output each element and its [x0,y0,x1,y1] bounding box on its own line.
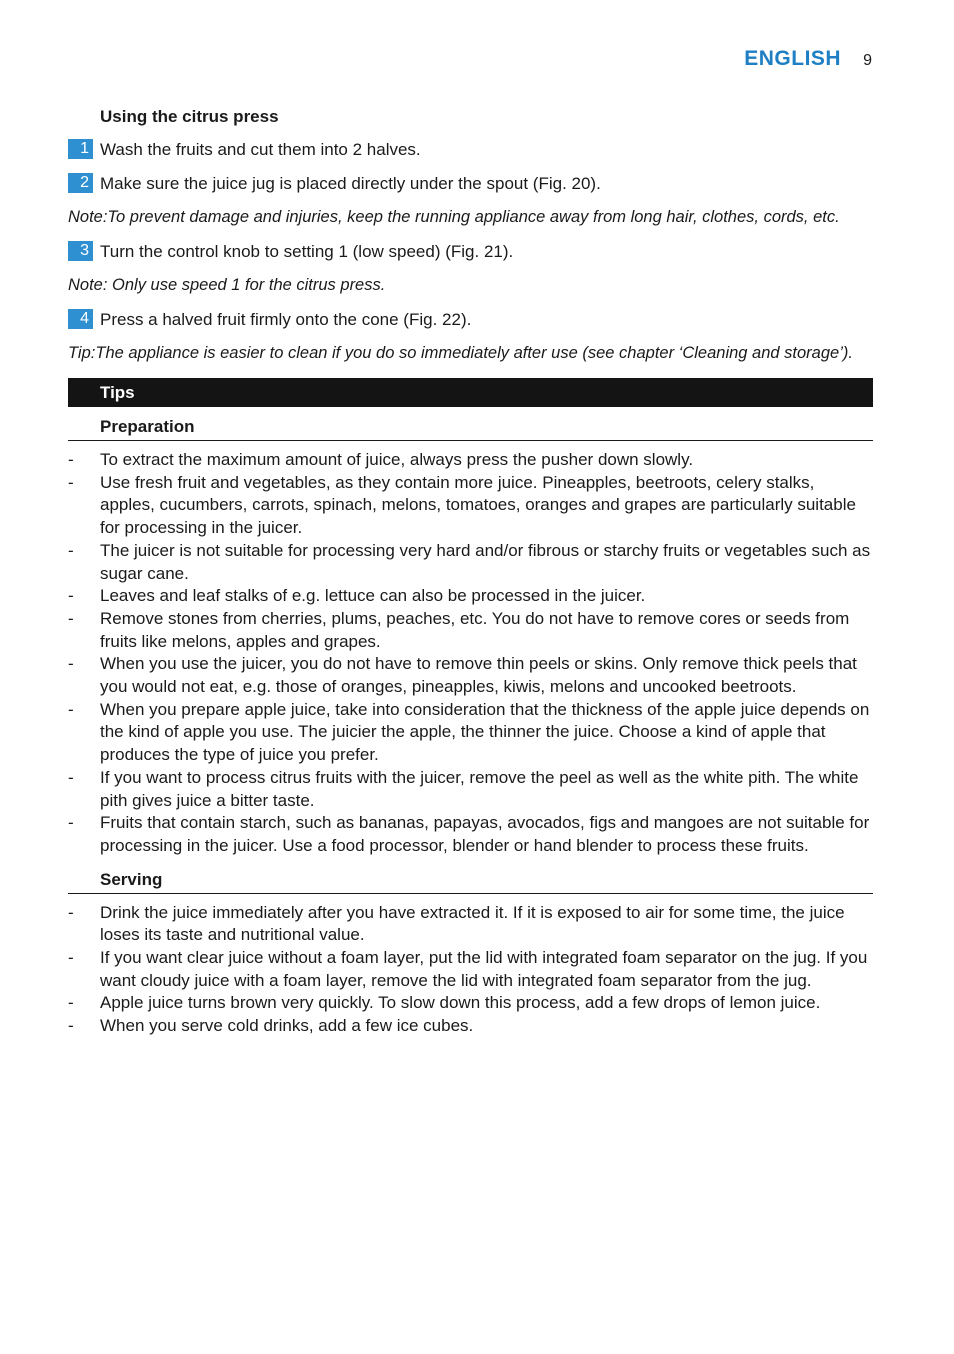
note-speed: Note: Only use speed 1 for the citrus press. [68,276,386,294]
language-label: ENGLISH [744,47,842,70]
note-safety: Note:To prevent damage and injuries, keep the running appliance away from long hair, clothes, cords, etc. [68,208,840,226]
list-item: - Leaves and leaf stalks of e.g. lettuce can also be processed in the juicer. [68,586,646,606]
list-item: - Remove stones from cherries, plums, peaches, etc. You do not have to remove cores or seeds from fruits like melons, apples and grapes. [68,608,850,651]
page-content [68,105,873,1038]
step-number: 3 [68,241,93,261]
tip-cleaning: Tip:The appliance is easier to clean if you do so immediately after use (see chapter ‘Cleaning and storage’). [68,344,853,362]
step-3 [68,240,873,263]
step-4 [68,308,873,331]
page-header [744,47,872,71]
list-item: - Use fresh fruit and vegetables, as they contain more juice. Pineapples, beetroots, celery stalks, apples, cucumbers, carrots, spinach, melons, tomatoes, oranges and grapes are particularly suitable for processing in the juicer. [68,472,856,538]
list-item: - The juicer is not suitable for processing very hard and/or fibrous or starchy fruits or vegetables such as sugar cane. [68,540,871,583]
serving-heading: Serving [68,860,873,894]
list-item: - When you prepare apple juice, take into consideration that the thickness of the apple juice depends on the kind of apple you use. The juicier the apple, the thinner the juice. Choose a kind of apple that produces the type of juice you prefer. [68,699,870,765]
list-item: - Drink the juice immediately after you have extracted it. If it is exposed to air for some time, the juice loses its taste and nutritional value. [68,902,845,945]
preparation-list [68,449,873,858]
step-text: Turn the control knob to setting 1 (low speed) (Fig. 21). [100,242,514,261]
step-number: 2 [68,173,93,193]
citrus-press-heading: Using the citrus press [100,107,279,126]
list-item: - To extract the maximum amount of juice, always press the pusher down slowly. [68,450,694,469]
step-number: 4 [68,309,93,329]
list-item: - Fruits that contain starch, such as bananas, papayas, avocados, figs and mangoes are not suitable for processing in the juicer. Use a food processor, blender or hand blender to process these fruits. [68,813,870,855]
step-number: 1 [68,139,93,159]
list-item: - When you use the juicer, you do not have to remove thin peels or skins. Only remove thick peels that you would not eat, e.g. those of oranges, pineapples, kiwis, melons and uncooked beetroots. [68,654,857,697]
page-number: 9 [863,52,872,69]
list-item: - If you want clear juice without a foam layer, put the lid with integrated foam separator on the jug. If you want cloudy juice with a foam layer, remove the lid with integrated foam separator from the jug. [68,948,868,990]
list-item: - When you serve cold drinks, add a few ice cubes. [68,1016,474,1036]
step-text: Wash the fruits and cut them into 2 halves. [100,140,421,159]
step-text: Make sure the juice jug is placed directly under the spout (Fig. 20). [100,174,601,193]
tips-banner: Tips [68,378,873,407]
preparation-heading: Preparation [68,407,873,441]
step-text: Press a halved fruit firmly onto the cone (Fig. 22). [100,310,472,329]
step-1 [68,138,873,161]
list-item: - If you want to process citrus fruits with the juicer, remove the peel as well as the white pith. The white pith gives juice a bitter taste. [68,767,859,810]
serving-list [68,902,873,1038]
list-item: - Apple juice turns brown very quickly. To slow down this process, add a few drops of lemon juice. [68,993,821,1013]
step-2 [68,172,873,195]
